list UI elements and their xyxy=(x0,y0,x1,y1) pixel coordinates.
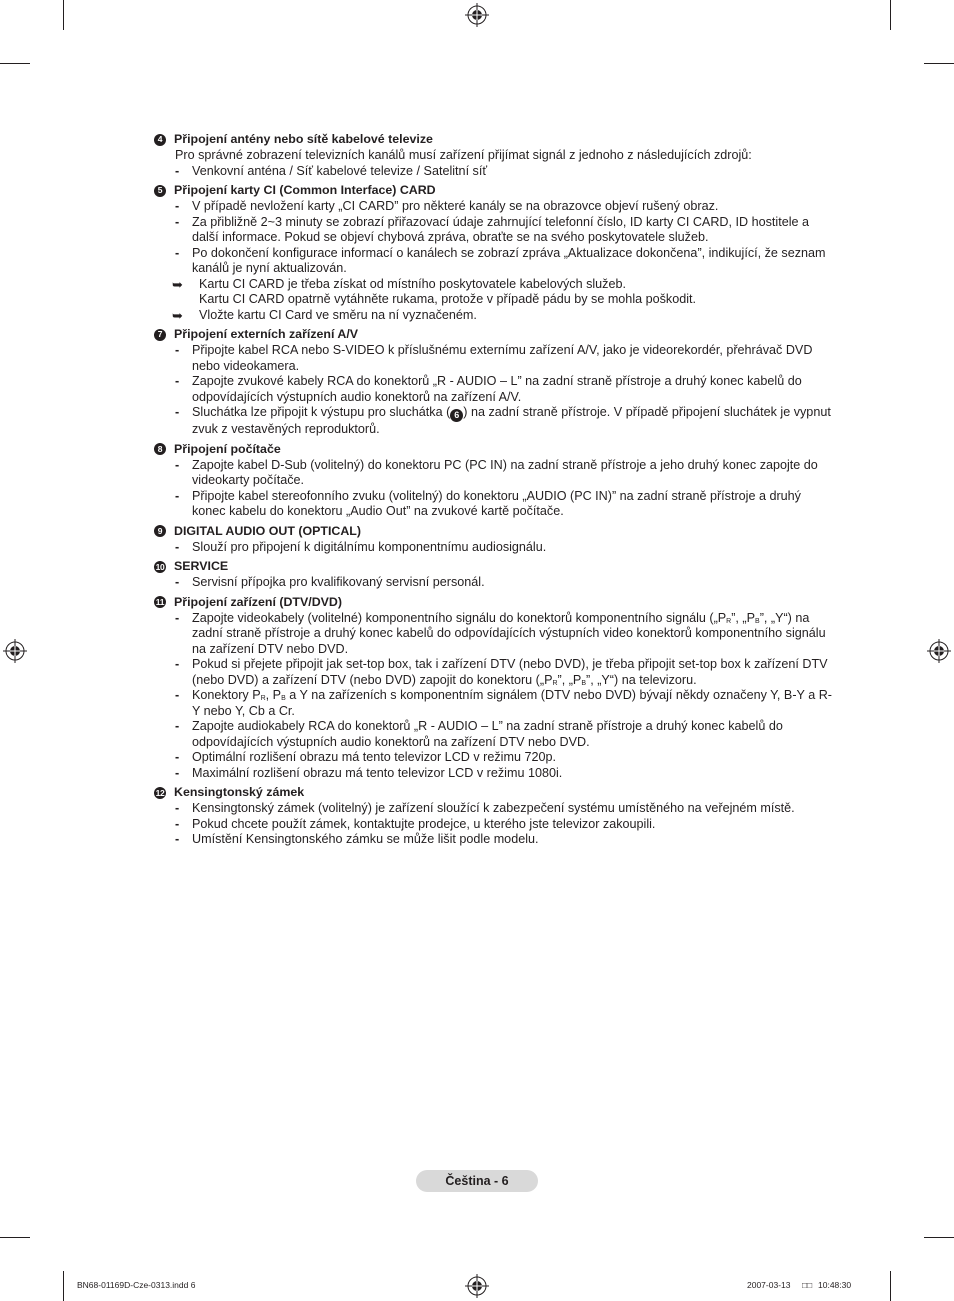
list-item-text: Zapojte zvukové kabely RCA do konektorů „R - AUDIO – L” na zadní straně přístroje a druhý konec kabelů do odpovídajících výstupních audio konektorů na zařízení A/V. xyxy=(192,374,802,404)
dash-icon: - xyxy=(175,610,180,625)
section-heading xyxy=(154,594,834,611)
crop-mark xyxy=(924,63,954,64)
dash-icon: - xyxy=(175,374,180,388)
list-item xyxy=(175,719,834,750)
note-arrow-icon: ➥ xyxy=(172,307,183,323)
footer-time: 10:48:30 xyxy=(818,1280,852,1290)
list-item xyxy=(175,343,834,374)
note xyxy=(172,292,834,308)
list-item-text: Pokud chcete použít zámek, kontaktujte prodejce, u kterého jste televizor zakoupili. xyxy=(192,816,656,831)
list-item-text: Slouží pro připojení k digitálnímu komponentnímu audiosignálu. xyxy=(192,539,547,554)
section-number-badge: 4 xyxy=(154,134,166,146)
registration-mark-icon xyxy=(3,639,27,663)
list-item xyxy=(175,489,834,520)
dash-icon: - xyxy=(175,816,180,831)
dash-icon: - xyxy=(175,457,180,472)
dash-icon: - xyxy=(175,719,180,734)
dash-icon: - xyxy=(175,343,180,357)
dash-icon: - xyxy=(175,832,180,847)
note-text: Kartu CI CARD je třeba získat od místního poskytovatele kabelových služeb. xyxy=(199,276,626,291)
crop-mark xyxy=(890,0,891,30)
crop-mark xyxy=(0,1237,30,1238)
registration-mark-icon xyxy=(465,3,489,27)
list-item-text: Konektory $P_R$, $P_B$ a Y na zařízeních s komponentním signálem (DTV nebo DVD) bývají někdy označeny Y, B-Y a R-Y nebo Y, Cb a Cr. xyxy=(192,688,832,718)
section xyxy=(154,182,834,323)
list-item-text xyxy=(192,405,834,438)
section-number-badge: 5 xyxy=(154,185,166,197)
note-text: Vložte kartu CI Card ve směru na ní vyznačeném. xyxy=(199,307,477,322)
section-number-badge: 12 xyxy=(155,787,165,798)
dash-icon: - xyxy=(175,765,180,780)
note-arrow-icon xyxy=(172,292,199,308)
section-heading xyxy=(154,523,834,540)
list-item xyxy=(175,575,834,591)
section-number-badge: 11 xyxy=(155,597,165,607)
section-heading xyxy=(154,441,834,458)
list-item-text: Zapojte audiokabely RCA do konektorů „R - AUDIO – L” na zadní straně přístroje a druhý konec kabelů do odpovídajících výstupních audio konektorů na zařízení DTV nebo DVD. xyxy=(192,719,783,749)
list-item xyxy=(175,832,834,848)
footer-date: 2007-03-13 xyxy=(747,1280,791,1290)
section xyxy=(154,784,834,848)
section-title: Připojení zařízení (DTV/DVD) xyxy=(174,594,342,609)
dash-icon: - xyxy=(175,750,180,765)
list-item-text: Zapojte kabel D-Sub (volitelný) do konektoru PC (PC IN) na zadní straně přístroje a jeho druhý konec zapojte do videokarty počítače. xyxy=(192,457,818,488)
list-item-text: Venkovní anténa / Síť kabelové televize / Satelitní síť xyxy=(192,163,488,178)
manual-content xyxy=(154,128,834,848)
footer-glyph: □□ xyxy=(802,1280,813,1290)
dash-icon: - xyxy=(175,214,180,229)
section-number-badge: 8 xyxy=(154,443,166,455)
list-item-text: Maximální rozlišení obrazu má tento televizor LCD v režimu 1080i. xyxy=(192,765,563,780)
list-item-text: Kensingtonský zámek (volitelný) je zařízení sloužící k zabezpečení systému umístěného na veřejném místě. xyxy=(192,801,795,816)
section-heading xyxy=(154,558,834,575)
dash-icon: - xyxy=(175,199,180,213)
list-item xyxy=(175,540,834,556)
section xyxy=(154,326,834,438)
note-text: Kartu CI CARD opatrně vytáhněte rukama, protože v případě pádu by se mohla poškodit. xyxy=(199,292,697,306)
list-item xyxy=(175,766,834,782)
section xyxy=(154,131,834,179)
text-part: ) na zadní straně přístroje. V případě připojení sluchátek je vypnut zvuk z vestavěných reproduktorů. xyxy=(192,405,831,437)
list-item-text: Umístění Kensingtonského zámku se může lišit podle modelu. xyxy=(192,832,539,847)
section-title: Připojení karty CI (Common Interface) CARD xyxy=(174,182,436,197)
section-title: DIGITAL AUDIO OUT (OPTICAL) xyxy=(174,523,361,538)
crop-mark xyxy=(890,1271,891,1301)
page-number-label: Čeština - 6 xyxy=(416,1170,538,1192)
crop-mark xyxy=(0,63,30,64)
list-item xyxy=(175,374,834,405)
note-arrow-icon: ➥ xyxy=(172,276,183,292)
list-item xyxy=(175,611,834,658)
dash-icon: - xyxy=(175,575,180,590)
dash-icon: - xyxy=(175,657,180,672)
list-item-text: Servisní přípojka pro kvalifikovaný servisní personál. xyxy=(192,575,485,590)
list-item-text: Pokud si přejete připojit jak set-top box, tak i zařízení DTV (nebo DVD), je třeba připojit set-top box k zařízení DTV (nebo DVD) a zařízení DTV (nebo DVD) zapojit do konektoru ($„P_R$”, $„P_B$”, „Y“) na televizoru. xyxy=(192,657,828,687)
section-heading xyxy=(154,131,834,148)
section-title: Kensingtonský zámek xyxy=(174,785,305,799)
section-title: Připojení antény nebo sítě kabelové televize xyxy=(174,131,433,146)
crop-mark xyxy=(924,1237,954,1238)
registration-mark-icon xyxy=(465,1274,489,1298)
section-title: SERVICE xyxy=(174,559,229,573)
list-item-text: Za přibližně 2~3 minuty se zobrazí přiřazovací údaje zahrnující telefonní číslo, ID karty CI CARD, ID hostitele a další informace. Pokud se objeví chybová zpráva, obraťte se na svého poskytovatele služeb. xyxy=(192,214,810,244)
paragraph: Pro správné zobrazení televizních kanálů musí zařízení přijímat signál z jednoho z následujících zdrojů: xyxy=(175,148,752,162)
footer-file-name: BN68-01169D-Cze-0313.indd 6 xyxy=(77,1280,196,1290)
list-item-text: Zapojte videokabely (volitelné) komponentního signálu do konektorů komponentního signálu ($„P_R$”, $„P_B$”, „Y“) na zadní straně přístroje a druhý konec kabelů do odpovídajících výstupních video konektorů komponentního signálu na zařízení DTV nebo DVD. xyxy=(192,610,826,656)
list-item-text: Připojte kabel stereofonního zvuku (volitelný) do konektoru „AUDIO (PC IN)” na zadní straně přístroje a druhý konec kabelu do konektoru „Audio Out” na zvukové kartě počítače. xyxy=(192,488,801,519)
list-item xyxy=(175,657,834,688)
section-number-badge: 7 xyxy=(154,329,166,341)
dash-icon: - xyxy=(175,539,180,554)
section-heading xyxy=(154,182,834,199)
list-item xyxy=(175,688,834,719)
section xyxy=(154,523,834,556)
list-item xyxy=(175,246,834,277)
list-item xyxy=(175,801,834,817)
list-item xyxy=(175,199,834,215)
note xyxy=(172,277,834,293)
crop-mark xyxy=(63,0,64,30)
list-item-text: Připojte kabel RCA nebo S-VIDEO k příslušnému externímu zařízení A/V, jako je videorekordér, přehrávač DVD nebo videokamera. xyxy=(192,343,813,373)
section-number-badge: 9 xyxy=(154,525,166,537)
list-item xyxy=(175,458,834,489)
dash-icon: - xyxy=(175,405,180,419)
dash-icon: - xyxy=(175,688,180,703)
list-item-text: V případě nevložení karty „CI CARD” pro některé kanály se na obrazovce objeví rušený obraz. xyxy=(192,199,719,213)
section-number-badge: 10 xyxy=(155,561,165,572)
dash-icon: - xyxy=(175,245,180,260)
list-item-text: Optimální rozlišení obrazu má tento televizor LCD v režimu 720p. xyxy=(192,750,556,765)
headphone-jack-number-badge: 6 xyxy=(450,409,463,422)
section xyxy=(154,558,834,591)
list-item xyxy=(175,817,834,833)
text-part: Sluchátka lze připojit k výstupu pro sluchátka ( xyxy=(192,405,451,419)
section-title: Připojení počítače xyxy=(174,441,281,456)
section-heading xyxy=(154,784,834,801)
section-heading xyxy=(154,326,834,343)
list-item xyxy=(175,215,834,246)
list-item-text: Po dokončení konfigurace informací o kanálech se zobrazí zpráva „Aktualizace dokončena”, indikující, že seznam kanálů je nyní aktualizován. xyxy=(192,245,826,275)
list-item xyxy=(175,750,834,766)
note xyxy=(172,308,834,324)
section xyxy=(154,441,834,520)
dash-icon: - xyxy=(175,488,180,503)
dash-icon: - xyxy=(175,163,180,178)
section-title: Připojení externích zařízení A/V xyxy=(174,326,359,341)
crop-mark xyxy=(63,1271,64,1301)
registration-mark-icon xyxy=(927,639,951,663)
dash-icon: - xyxy=(175,801,180,816)
list-item xyxy=(175,405,834,438)
list-item xyxy=(175,164,834,180)
section xyxy=(154,594,834,782)
